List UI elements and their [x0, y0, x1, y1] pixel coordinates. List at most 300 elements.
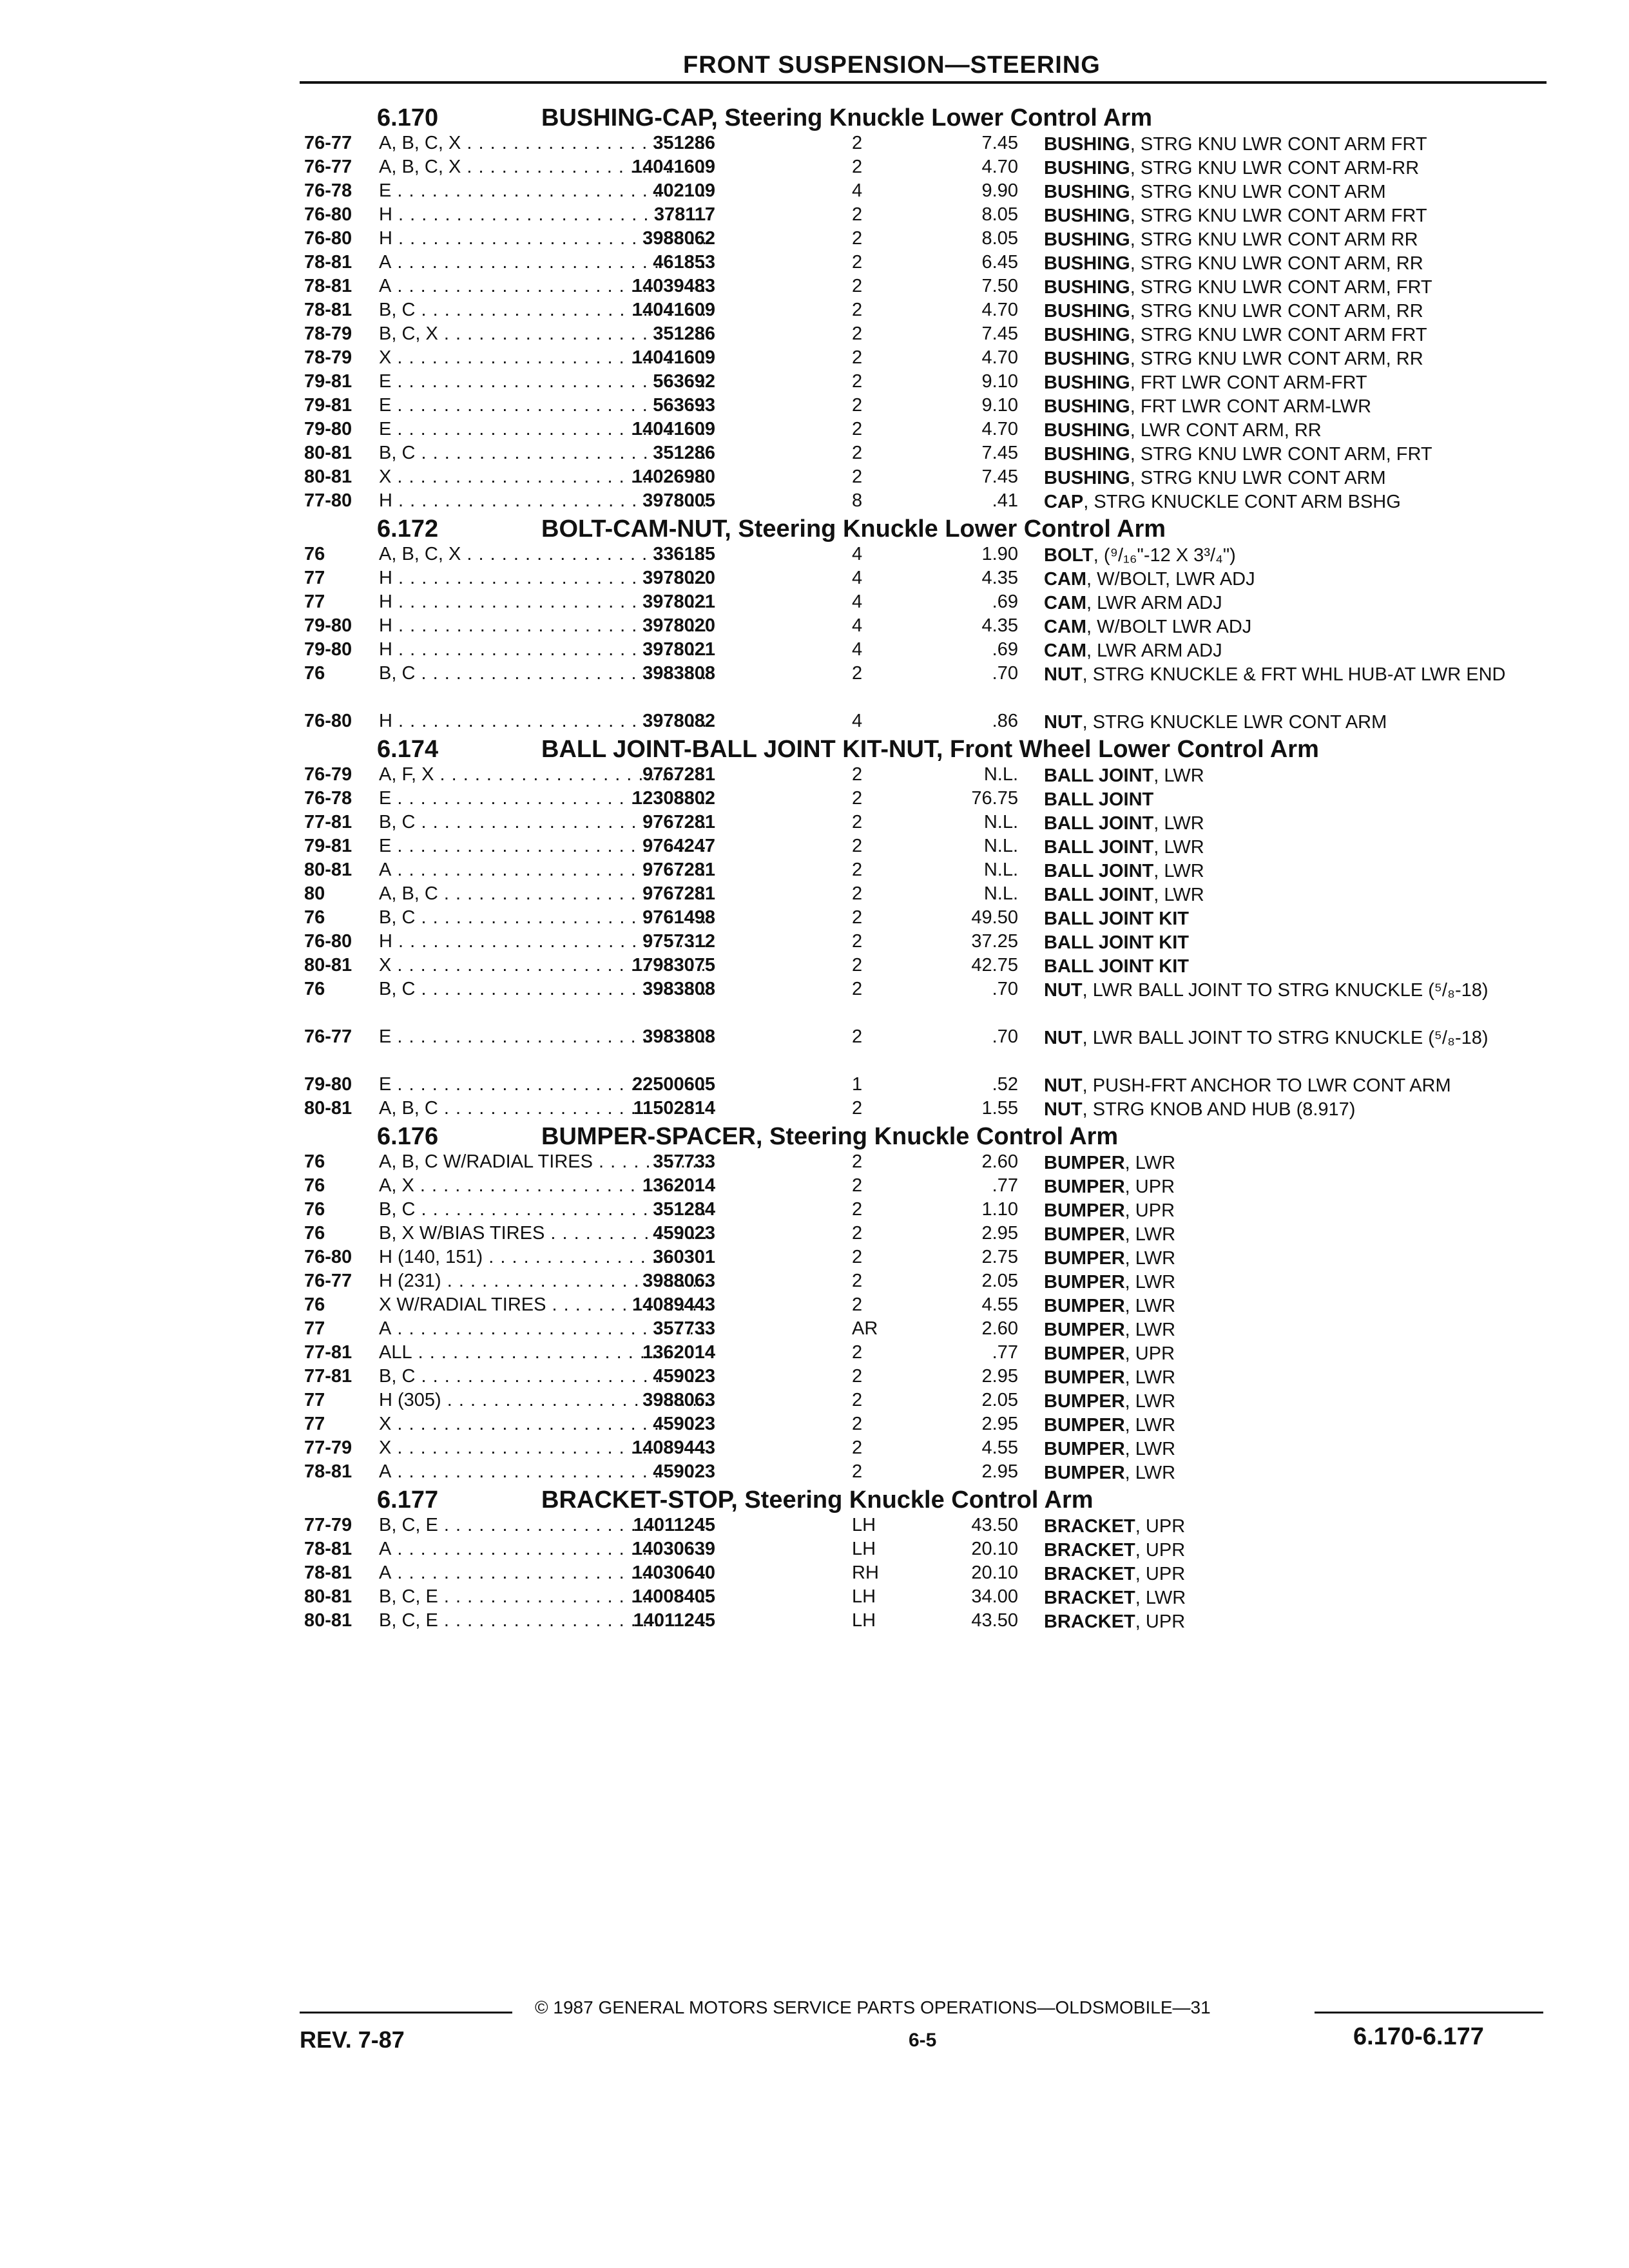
part-name: CAP	[1044, 492, 1084, 512]
model-years: 76-79	[304, 764, 352, 785]
part-number: 336185	[653, 544, 715, 564]
part-name: BUSHING	[1044, 277, 1130, 298]
list-price: 20.10	[971, 1539, 1018, 1559]
section-number: 6.174	[377, 736, 439, 763]
part-row	[296, 1245, 1553, 1269]
quantity: 2	[852, 836, 863, 856]
application-models: A . . .	[379, 1461, 708, 1483]
parts-section	[296, 733, 1553, 1120]
part-name: BUSHING	[1044, 372, 1130, 393]
list-price: 2.75	[981, 1247, 1018, 1267]
part-name: BUMPER	[1044, 1248, 1125, 1269]
part-description: CAM, LWR ARM ADJ	[1044, 593, 1222, 613]
model-years: 77	[304, 568, 325, 588]
quantity: 2	[852, 252, 863, 273]
part-description: BRACKET, UPR	[1044, 1516, 1186, 1537]
list-price: 9.10	[981, 395, 1018, 416]
list-price: .52	[992, 1074, 1018, 1095]
quantity: 2	[852, 883, 863, 904]
model-years: 79-80	[304, 639, 352, 660]
page-number: 6-5	[909, 2030, 937, 2051]
quantity: 2	[852, 1098, 863, 1119]
list-price: 2.05	[981, 1390, 1018, 1410]
quantity: 8	[852, 490, 863, 511]
list-price: 2.60	[981, 1318, 1018, 1339]
quantity: 2	[852, 395, 863, 416]
part-number: 402109	[653, 180, 715, 201]
part-row	[296, 590, 1553, 614]
quantity: 2	[852, 1026, 863, 1047]
list-price: 43.50	[971, 1610, 1018, 1631]
part-detail: STRG KNU LWR CONT ARM FRT	[1140, 325, 1427, 345]
part-number: 3978021	[642, 639, 715, 660]
model-years: 80-81	[304, 443, 352, 463]
part-description: NUT, STRG KNUCKLE LWR CONT ARM	[1044, 712, 1387, 733]
list-price: 4.70	[981, 347, 1018, 368]
part-name: BUMPER	[1044, 1200, 1125, 1221]
part-description: BRACKET, UPR	[1044, 1564, 1186, 1584]
list-price: 8.05	[981, 204, 1018, 225]
model-years: 76	[304, 979, 325, 999]
application-models: B, C . . .	[379, 907, 708, 928]
part-number: 14039483	[631, 276, 715, 296]
part-row	[296, 1073, 1553, 1097]
part-detail: UPR	[1145, 1540, 1186, 1561]
part-name: BUMPER	[1044, 1296, 1125, 1316]
part-name: NUT	[1044, 712, 1083, 733]
application-models: H . . .	[379, 591, 708, 613]
list-price: .77	[992, 1342, 1018, 1363]
quantity: 2	[852, 1366, 863, 1387]
part-detail: LWR	[1135, 1224, 1176, 1245]
section-title: BRACKET-STOP, Steering Knuckle Control Arm	[541, 1486, 1094, 1514]
part-description: BUMPER, LWR	[1044, 1320, 1176, 1340]
parts-section	[296, 1120, 1553, 1484]
part-name: BUMPER	[1044, 1224, 1125, 1245]
quantity: LH	[852, 1539, 876, 1559]
model-years: 76	[304, 1223, 325, 1244]
part-description: BUMPER, LWR	[1044, 1248, 1176, 1269]
part-number: 3978082	[642, 711, 715, 731]
part-description: BRACKET, UPR	[1044, 1611, 1186, 1632]
quantity: 2	[852, 1414, 863, 1434]
list-price: 6.45	[981, 252, 1018, 273]
quantity: 2	[852, 1151, 863, 1172]
part-name: BUMPER	[1044, 1272, 1125, 1293]
model-years: 76-78	[304, 788, 352, 809]
part-detail: STRG KNU LWR CONT ARM, RR	[1140, 349, 1423, 369]
quantity: 2	[852, 1437, 863, 1458]
application-models: A, F, X . . .	[379, 764, 708, 785]
part-description: CAM, LWR ARM ADJ	[1044, 640, 1222, 661]
application-models: H . . .	[379, 931, 708, 952]
part-name: BRACKET	[1044, 1564, 1135, 1584]
application-models: X . . .	[379, 955, 708, 976]
part-number: 14041609	[631, 347, 715, 368]
part-description: BUMPER, UPR	[1044, 1343, 1175, 1364]
model-years: 77	[304, 1414, 325, 1434]
model-years: 77-81	[304, 1342, 352, 1363]
model-years: 78-81	[304, 276, 352, 296]
part-detail: UPR	[1145, 1611, 1186, 1632]
list-price: N.L.	[983, 836, 1018, 856]
application-models: B, C . . .	[379, 1199, 708, 1220]
part-number: 9767281	[642, 764, 715, 785]
quantity: LH	[852, 1610, 876, 1631]
list-price: 2.05	[981, 1271, 1018, 1291]
part-name: BUSHING	[1044, 134, 1130, 155]
part-name: CAM	[1044, 640, 1087, 661]
parts-section	[296, 513, 1553, 733]
list-price: 4.55	[981, 1437, 1018, 1458]
part-description: BUMPER, LWR	[1044, 1463, 1176, 1483]
part-name: NUT	[1044, 1028, 1083, 1048]
part-name: BUMPER	[1044, 1367, 1125, 1388]
list-price: 20.10	[971, 1562, 1018, 1583]
quantity: 2	[852, 1223, 863, 1244]
part-detail: STRG KNU LWR CONT ARM RR	[1140, 229, 1418, 250]
part-name: BUSHING	[1044, 182, 1130, 202]
part-name: BUSHING	[1044, 325, 1130, 345]
part-description	[1044, 931, 1547, 954]
application-models: A, X . . .	[379, 1175, 708, 1196]
application-models: B, C, X . . .	[379, 323, 708, 345]
application-models: X . . .	[379, 1414, 708, 1435]
part-number: 14041609	[631, 300, 715, 320]
model-years: 78-81	[304, 1539, 352, 1559]
part-description: CAM, W/BOLT, LWR ADJ	[1044, 569, 1255, 590]
part-detail: LWR	[1135, 1320, 1176, 1340]
quantity: 2	[852, 907, 863, 928]
part-description: BOLT, (⁹/₁₆"-12 X 3³/₄")	[1044, 545, 1236, 566]
application-models: B, C . . .	[379, 1366, 708, 1387]
part-detail: PUSH-FRT ANCHOR TO LWR CONT ARM	[1092, 1075, 1451, 1096]
part-detail: UPR	[1135, 1177, 1175, 1197]
part-name: BUSHING	[1044, 444, 1130, 465]
part-row	[296, 179, 1553, 203]
list-price: 1.90	[981, 544, 1018, 564]
list-price: N.L.	[983, 883, 1018, 904]
quantity: 2	[852, 1271, 863, 1291]
part-detail: LWR	[1164, 813, 1204, 834]
list-price: 2.95	[981, 1414, 1018, 1434]
model-years: 76-78	[304, 180, 352, 201]
part-description: BRACKET, LWR	[1044, 1588, 1186, 1608]
part-row	[296, 346, 1553, 370]
part-name: BRACKET	[1044, 1588, 1135, 1608]
catalog-page	[296, 45, 1553, 2107]
part-name: BALL JOINT	[1044, 861, 1154, 881]
model-years: 77	[304, 1390, 325, 1410]
part-name: BUMPER	[1044, 1391, 1125, 1412]
section-number: 6.176	[377, 1123, 439, 1150]
part-description: BRACKET, UPR	[1044, 1540, 1186, 1561]
part-number: 3978020	[642, 615, 715, 636]
quantity: 4	[852, 568, 863, 588]
part-detail: LWR	[1135, 1415, 1176, 1436]
quantity: 2	[852, 419, 863, 439]
part-row	[296, 977, 1553, 1025]
part-number: 3983808	[642, 663, 715, 684]
part-name: BUMPER	[1044, 1153, 1125, 1173]
section-title: BALL JOINT-BALL JOINT KIT-NUT, Front Wheel Lower Control Arm	[541, 736, 1319, 763]
part-description: BALL JOINT, LWR	[1044, 837, 1204, 858]
part-detail: UPR	[1135, 1343, 1175, 1364]
application-models: A . . .	[379, 276, 708, 297]
part-row	[296, 1514, 1553, 1537]
part-detail: STRG KNU LWR CONT ARM	[1140, 182, 1386, 202]
list-price: 4.70	[981, 157, 1018, 177]
part-row	[296, 1460, 1553, 1484]
list-price: 8.05	[981, 228, 1018, 249]
application-models: H . . .	[379, 204, 708, 226]
part-row	[296, 1097, 1553, 1120]
part-description: BALL JOINT, LWR	[1044, 813, 1204, 834]
part-number: 357733	[653, 1151, 715, 1172]
part-description: NUT, STRG KNUCKLE & FRT WHL HUB-AT LWR END	[1044, 664, 1506, 685]
model-years: 76-80	[304, 931, 352, 952]
list-price: .70	[992, 663, 1018, 684]
header-rule	[300, 81, 1547, 84]
part-description: BUSHING, FRT LWR CONT ARM-FRT	[1044, 372, 1367, 393]
section-heading	[296, 733, 1553, 763]
model-years: 77-81	[304, 1366, 352, 1387]
part-name: BUSHING	[1044, 158, 1130, 178]
part-number: 351284	[653, 1199, 715, 1220]
model-years: 78-81	[304, 1562, 352, 1583]
part-detail: STRG KNUCKLE & FRT WHL HUB-AT LWR END	[1092, 664, 1506, 685]
part-number: 14011245	[633, 1515, 715, 1535]
application-models: E . . .	[379, 788, 708, 809]
part-number: 351286	[653, 443, 715, 463]
model-years: 76	[304, 1199, 325, 1220]
quantity: 2	[852, 860, 863, 880]
list-price: 49.50	[971, 907, 1018, 928]
part-number: 3978005	[642, 490, 715, 511]
application-models: A, B, C W/RADIAL TIRES . . .	[379, 1151, 708, 1173]
part-description: BUMPER, LWR	[1044, 1272, 1176, 1293]
part-number: 3988063	[642, 1271, 715, 1291]
part-description: BUSHING, STRG KNU LWR CONT ARM-RR	[1044, 158, 1420, 178]
part-description: BUMPER, LWR	[1044, 1153, 1176, 1173]
model-years: 79-80	[304, 1074, 352, 1095]
model-years: 80-81	[304, 1586, 352, 1607]
part-row	[296, 614, 1553, 638]
part-description	[1044, 788, 1547, 811]
list-price: 2.95	[981, 1223, 1018, 1244]
part-description: BUSHING, STRG KNU LWR CONT ARM FRT	[1044, 325, 1427, 345]
application-models: E . . .	[379, 419, 708, 440]
part-number: 459023	[653, 1461, 715, 1482]
part-description: NUT, LWR BALL JOINT TO STRG KNUCKLE (⁵/₈-18)	[1044, 1028, 1489, 1048]
model-years: 77	[304, 591, 325, 612]
part-number: 22500605	[631, 1074, 715, 1095]
model-years: 78-79	[304, 347, 352, 368]
part-number: 11502814	[633, 1098, 715, 1119]
revision-label: REV. 7-87	[300, 2026, 405, 2053]
list-price: .70	[992, 979, 1018, 999]
part-description: BUSHING, LWR CONT ARM, RR	[1044, 420, 1322, 441]
part-detail: LWR CONT ARM, RR	[1140, 420, 1322, 441]
application-models: B, X W/BIAS TIRES . . .	[379, 1223, 708, 1244]
part-number: 3983808	[642, 1026, 715, 1047]
part-description: BUSHING, FRT LWR CONT ARM-LWR	[1044, 396, 1372, 417]
part-row	[296, 155, 1553, 179]
application-models: B, C . . .	[379, 663, 708, 684]
part-detail: LWR	[1135, 1463, 1176, 1483]
model-years: 76-80	[304, 711, 352, 731]
part-description: BUMPER, UPR	[1044, 1200, 1175, 1221]
part-number: 459023	[653, 1414, 715, 1434]
part-description: BUSHING, STRG KNU LWR CONT ARM	[1044, 468, 1386, 488]
part-name: BUSHING	[1044, 468, 1130, 488]
model-years: 76-77	[304, 133, 352, 153]
list-price: 4.70	[981, 419, 1018, 439]
part-name: BALL JOINT KIT	[1044, 956, 1190, 977]
application-models: H . . .	[379, 711, 708, 732]
part-name: NUT	[1044, 980, 1083, 1001]
application-models: E . . .	[379, 1074, 708, 1095]
part-name: BALL JOINT	[1044, 837, 1154, 858]
quantity: 2	[852, 1461, 863, 1482]
part-detail: STRG KNU LWR CONT ARM, RR	[1140, 301, 1423, 322]
part-number: 378117	[653, 204, 715, 225]
application-models: A, B, C . . .	[379, 883, 708, 905]
part-row	[296, 1222, 1553, 1245]
part-row	[296, 1389, 1553, 1412]
application-models: H . . .	[379, 228, 708, 249]
part-number: 14030639	[631, 1539, 715, 1559]
footer-rule-right	[1315, 2012, 1543, 2013]
part-name: NUT	[1044, 664, 1083, 685]
part-detail: STRG KNU LWR CONT ARM, FRT	[1140, 444, 1432, 465]
part-name: BUSHING	[1044, 301, 1130, 322]
quantity: 2	[852, 133, 863, 153]
part-row	[296, 543, 1553, 566]
part-number: 9767281	[642, 812, 715, 832]
part-number: 9757312	[642, 931, 715, 952]
application-models: X . . .	[379, 1437, 708, 1459]
list-price: .41	[992, 490, 1018, 511]
part-name: BUMPER	[1044, 1177, 1125, 1197]
part-detail: STRG KNUCKLE LWR CONT ARM	[1092, 712, 1387, 733]
list-price: 34.00	[971, 1586, 1018, 1607]
quantity: 2	[852, 1199, 863, 1220]
sections-container	[296, 102, 1553, 1633]
part-row	[296, 1585, 1553, 1609]
quantity: 2	[852, 157, 863, 177]
part-row	[296, 1436, 1553, 1460]
part-row	[296, 1025, 1553, 1073]
part-number: 9767281	[642, 860, 715, 880]
list-price: 2.95	[981, 1366, 1018, 1387]
part-description: BUSHING, STRG KNU LWR CONT ARM FRT	[1044, 206, 1427, 226]
part-detail: W/BOLT LWR ADJ	[1097, 617, 1252, 637]
part-number: 14041609	[631, 157, 715, 177]
application-models: A . . .	[379, 860, 708, 881]
quantity: 2	[852, 300, 863, 320]
part-detail: UPR	[1145, 1516, 1186, 1537]
part-row	[296, 1317, 1553, 1341]
part-detail: LWR BALL JOINT TO STRG KNUCKLE (⁵/₈-18)	[1092, 1028, 1489, 1048]
part-row	[296, 370, 1553, 394]
part-number: 17983075	[631, 955, 715, 975]
part-row	[296, 787, 1553, 811]
list-price: 37.25	[971, 931, 1018, 952]
part-name: BALL JOINT KIT	[1044, 908, 1190, 929]
part-detail: UPR	[1135, 1200, 1175, 1221]
part-row	[296, 763, 1553, 787]
part-name: NUT	[1044, 1075, 1083, 1096]
list-price: 4.35	[981, 568, 1018, 588]
part-number: 459023	[653, 1366, 715, 1387]
quantity: 2	[852, 276, 863, 296]
quantity: 2	[852, 788, 863, 809]
part-row	[296, 858, 1553, 882]
quantity: 2	[852, 371, 863, 392]
application-models: B, C . . .	[379, 300, 708, 321]
quantity: 4	[852, 615, 863, 636]
part-name: BALL JOINT KIT	[1044, 932, 1190, 953]
part-row	[296, 1293, 1553, 1317]
part-number: 360301	[653, 1247, 715, 1267]
part-name: NUT	[1044, 1099, 1083, 1120]
part-detail: LWR	[1135, 1272, 1176, 1293]
application-models: H (305) . . .	[379, 1390, 708, 1411]
section-heading	[296, 102, 1553, 131]
part-name: BUSHING	[1044, 229, 1130, 250]
model-years: 77	[304, 1318, 325, 1339]
part-detail: LWR	[1135, 1153, 1176, 1173]
list-price: 9.10	[981, 371, 1018, 392]
section-heading	[296, 1484, 1553, 1514]
part-row	[296, 394, 1553, 418]
model-years: 77-79	[304, 1515, 352, 1535]
model-years: 78-79	[304, 323, 352, 344]
part-description: BUSHING, STRG KNU LWR CONT ARM	[1044, 182, 1386, 202]
part-detail: FRT LWR CONT ARM-LWR	[1140, 396, 1372, 417]
part-description: CAM, W/BOLT LWR ADJ	[1044, 617, 1252, 637]
application-models: H . . .	[379, 490, 708, 512]
model-years: 80-81	[304, 466, 352, 487]
part-detail: STRG KNU LWR CONT ARM, FRT	[1140, 277, 1432, 298]
list-price: .70	[992, 1026, 1018, 1047]
model-years: 76-80	[304, 204, 352, 225]
part-description: BUSHING, STRG KNU LWR CONT ARM, RR	[1044, 253, 1423, 274]
application-models: A . . .	[379, 252, 708, 273]
part-row	[296, 1412, 1553, 1436]
parts-section	[296, 1484, 1553, 1633]
application-models: B, C . . .	[379, 443, 708, 464]
part-detail: STRG KNU LWR CONT ARM FRT	[1140, 134, 1427, 155]
part-detail: LWR	[1145, 1588, 1186, 1608]
part-row	[296, 1269, 1553, 1293]
model-years: 76-80	[304, 228, 352, 249]
application-models: E . . .	[379, 371, 708, 392]
part-row	[296, 834, 1553, 858]
quantity: 2	[852, 663, 863, 684]
quantity: 2	[852, 228, 863, 249]
model-years: 77-79	[304, 1437, 352, 1458]
application-models: H . . .	[379, 568, 708, 589]
part-detail: LWR	[1164, 837, 1204, 858]
part-name: BALL JOINT	[1044, 765, 1154, 786]
part-number: 9761498	[642, 907, 715, 928]
part-row	[296, 227, 1553, 251]
page-header-title: FRONT SUSPENSION—STEERING	[683, 52, 1101, 79]
model-years: 80-81	[304, 860, 352, 880]
list-price: 4.35	[981, 615, 1018, 636]
